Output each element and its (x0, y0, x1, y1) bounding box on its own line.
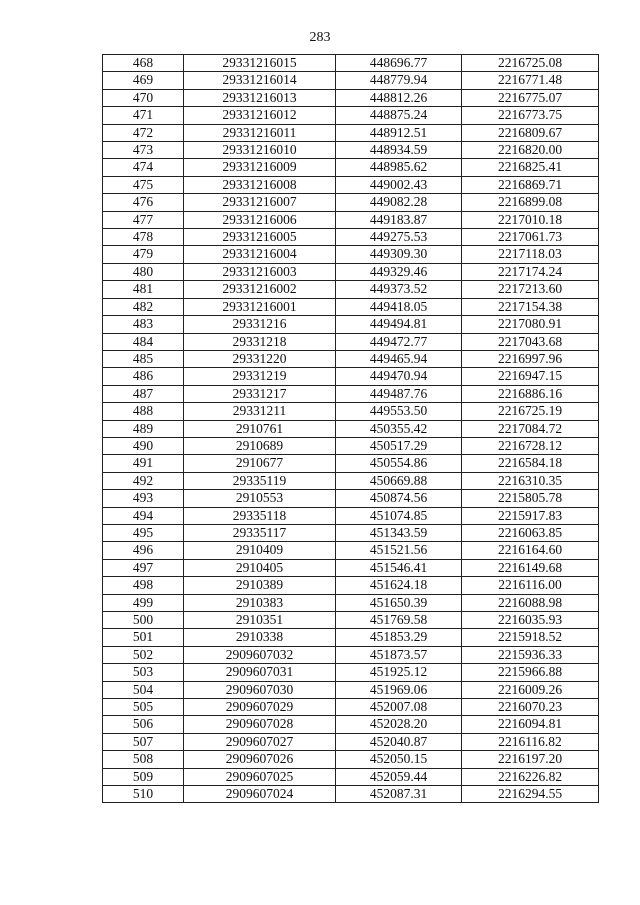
point-id-cell: 29331219 (184, 368, 336, 385)
table-row (103, 559, 599, 576)
point-number-cell: 504 (103, 681, 184, 698)
x-coordinate-cell: 451650.39 (336, 594, 462, 611)
point-number-cell: 479 (103, 246, 184, 263)
table-row (103, 263, 599, 280)
point-id-cell: 2909607024 (184, 786, 336, 803)
point-number-cell: 507 (103, 733, 184, 750)
table-row (103, 612, 599, 629)
y-coordinate-cell: 2217061.73 (462, 229, 599, 246)
table-row (103, 629, 599, 646)
x-coordinate-cell: 450517.29 (336, 437, 462, 454)
point-number-cell: 500 (103, 612, 184, 629)
point-number-cell: 489 (103, 420, 184, 437)
y-coordinate-cell: 2217043.68 (462, 333, 599, 350)
x-coordinate-cell: 451769.58 (336, 612, 462, 629)
point-id-cell: 29331216011 (184, 124, 336, 141)
x-coordinate-cell: 451074.85 (336, 507, 462, 524)
table-row (103, 768, 599, 785)
table-row (103, 420, 599, 437)
table-row (103, 350, 599, 367)
point-id-cell: 29331220 (184, 350, 336, 367)
point-id-cell: 2910383 (184, 594, 336, 611)
y-coordinate-cell: 2216899.08 (462, 194, 599, 211)
table-row (103, 72, 599, 89)
point-id-cell: 29331216012 (184, 107, 336, 124)
y-coordinate-cell: 2216869.71 (462, 176, 599, 193)
point-id-cell: 29331211 (184, 403, 336, 420)
point-number-cell: 472 (103, 124, 184, 141)
y-coordinate-cell: 2216088.98 (462, 594, 599, 611)
point-id-cell: 29331216013 (184, 89, 336, 106)
x-coordinate-cell: 451873.57 (336, 646, 462, 663)
y-coordinate-cell: 2216116.00 (462, 577, 599, 594)
table-row (103, 333, 599, 350)
y-coordinate-cell: 2216825.41 (462, 159, 599, 176)
coordinates-table-body (103, 55, 599, 803)
x-coordinate-cell: 448985.62 (336, 159, 462, 176)
point-number-cell: 485 (103, 350, 184, 367)
y-coordinate-cell: 2216725.08 (462, 55, 599, 72)
point-number-cell: 481 (103, 281, 184, 298)
point-number-cell: 484 (103, 333, 184, 350)
y-coordinate-cell: 2216771.48 (462, 72, 599, 89)
x-coordinate-cell: 449553.50 (336, 403, 462, 420)
y-coordinate-cell: 2216035.93 (462, 612, 599, 629)
point-id-cell: 2909607025 (184, 768, 336, 785)
x-coordinate-cell: 451853.29 (336, 629, 462, 646)
y-coordinate-cell: 2216773.75 (462, 107, 599, 124)
y-coordinate-cell: 2215918.52 (462, 629, 599, 646)
y-coordinate-cell: 2216197.20 (462, 751, 599, 768)
table-row (103, 124, 599, 141)
x-coordinate-cell: 449309.30 (336, 246, 462, 263)
x-coordinate-cell: 449470.94 (336, 368, 462, 385)
y-coordinate-cell: 2217118.03 (462, 246, 599, 263)
table-row (103, 281, 599, 298)
x-coordinate-cell: 448812.26 (336, 89, 462, 106)
point-id-cell: 29331216014 (184, 72, 336, 89)
point-number-cell: 495 (103, 524, 184, 541)
x-coordinate-cell: 451546.41 (336, 559, 462, 576)
y-coordinate-cell: 2217154.38 (462, 298, 599, 315)
y-coordinate-cell: 2216094.81 (462, 716, 599, 733)
x-coordinate-cell: 451925.12 (336, 664, 462, 681)
point-number-cell: 509 (103, 768, 184, 785)
x-coordinate-cell: 449275.53 (336, 229, 462, 246)
x-coordinate-cell: 451521.56 (336, 542, 462, 559)
x-coordinate-cell: 449472.77 (336, 333, 462, 350)
point-number-cell: 486 (103, 368, 184, 385)
x-coordinate-cell: 452050.15 (336, 751, 462, 768)
x-coordinate-cell: 448875.24 (336, 107, 462, 124)
x-coordinate-cell: 449418.05 (336, 298, 462, 315)
point-id-cell: 29331216010 (184, 142, 336, 159)
point-number-cell: 502 (103, 646, 184, 663)
point-number-cell: 468 (103, 55, 184, 72)
y-coordinate-cell: 2215805.78 (462, 490, 599, 507)
x-coordinate-cell: 448696.77 (336, 55, 462, 72)
x-coordinate-cell: 451969.06 (336, 681, 462, 698)
point-id-cell: 29331216001 (184, 298, 336, 315)
y-coordinate-cell: 2215936.33 (462, 646, 599, 663)
y-coordinate-cell: 2216584.18 (462, 455, 599, 472)
y-coordinate-cell: 2216886.16 (462, 385, 599, 402)
table-row (103, 159, 599, 176)
point-id-cell: 2910338 (184, 629, 336, 646)
table-row (103, 664, 599, 681)
table-row (103, 437, 599, 454)
x-coordinate-cell: 452007.08 (336, 699, 462, 716)
coordinates-table (102, 54, 599, 803)
y-coordinate-cell: 2217213.60 (462, 281, 599, 298)
table-row (103, 507, 599, 524)
y-coordinate-cell: 2216310.35 (462, 472, 599, 489)
x-coordinate-cell: 449082.28 (336, 194, 462, 211)
point-id-cell: 29331216003 (184, 263, 336, 280)
point-number-cell: 490 (103, 437, 184, 454)
y-coordinate-cell: 2216820.00 (462, 142, 599, 159)
table-row (103, 594, 599, 611)
point-id-cell: 2909607027 (184, 733, 336, 750)
table-row (103, 716, 599, 733)
point-id-cell: 29331216009 (184, 159, 336, 176)
x-coordinate-cell: 448912.51 (336, 124, 462, 141)
point-id-cell: 2910351 (184, 612, 336, 629)
table-row (103, 298, 599, 315)
table-row (103, 786, 599, 803)
point-id-cell: 2909607029 (184, 699, 336, 716)
point-id-cell: 2909607031 (184, 664, 336, 681)
x-coordinate-cell: 449329.46 (336, 263, 462, 280)
x-coordinate-cell: 452040.87 (336, 733, 462, 750)
point-id-cell: 2909607026 (184, 751, 336, 768)
y-coordinate-cell: 2216149.68 (462, 559, 599, 576)
y-coordinate-cell: 2217174.24 (462, 263, 599, 280)
point-id-cell: 29335118 (184, 507, 336, 524)
table-row (103, 142, 599, 159)
table-row (103, 524, 599, 541)
table-row (103, 316, 599, 333)
point-id-cell: 2910405 (184, 559, 336, 576)
table-row (103, 89, 599, 106)
point-id-cell: 29331216 (184, 316, 336, 333)
x-coordinate-cell: 452059.44 (336, 768, 462, 785)
x-coordinate-cell: 449373.52 (336, 281, 462, 298)
point-number-cell: 510 (103, 786, 184, 803)
point-number-cell: 469 (103, 72, 184, 89)
table-row (103, 229, 599, 246)
point-id-cell: 29335119 (184, 472, 336, 489)
point-number-cell: 473 (103, 142, 184, 159)
x-coordinate-cell: 451624.18 (336, 577, 462, 594)
point-number-cell: 474 (103, 159, 184, 176)
table-row (103, 681, 599, 698)
point-number-cell: 480 (103, 263, 184, 280)
y-coordinate-cell: 2216294.55 (462, 786, 599, 803)
y-coordinate-cell: 2217010.18 (462, 211, 599, 228)
table-row (103, 194, 599, 211)
x-coordinate-cell: 450669.88 (336, 472, 462, 489)
x-coordinate-cell: 450554.86 (336, 455, 462, 472)
point-id-cell: 2910389 (184, 577, 336, 594)
point-id-cell: 2910553 (184, 490, 336, 507)
point-id-cell: 2910409 (184, 542, 336, 559)
point-id-cell: 29331216005 (184, 229, 336, 246)
point-number-cell: 508 (103, 751, 184, 768)
point-number-cell: 503 (103, 664, 184, 681)
point-id-cell: 29331216007 (184, 194, 336, 211)
point-number-cell: 478 (103, 229, 184, 246)
point-id-cell: 29331216006 (184, 211, 336, 228)
point-id-cell: 29331216015 (184, 55, 336, 72)
table-row (103, 542, 599, 559)
table-row (103, 176, 599, 193)
table-row (103, 751, 599, 768)
point-id-cell: 2910761 (184, 420, 336, 437)
point-id-cell: 29331216002 (184, 281, 336, 298)
point-number-cell: 487 (103, 385, 184, 402)
table-row (103, 385, 599, 402)
point-number-cell: 476 (103, 194, 184, 211)
table-row (103, 577, 599, 594)
table-row (103, 107, 599, 124)
y-coordinate-cell: 2216997.96 (462, 350, 599, 367)
point-number-cell: 505 (103, 699, 184, 716)
x-coordinate-cell: 452087.31 (336, 786, 462, 803)
y-coordinate-cell: 2216947.15 (462, 368, 599, 385)
y-coordinate-cell: 2216728.12 (462, 437, 599, 454)
table-row (103, 211, 599, 228)
point-number-cell: 496 (103, 542, 184, 559)
point-number-cell: 493 (103, 490, 184, 507)
point-number-cell: 497 (103, 559, 184, 576)
table-row (103, 55, 599, 72)
point-number-cell: 492 (103, 472, 184, 489)
point-number-cell: 506 (103, 716, 184, 733)
x-coordinate-cell: 450874.56 (336, 490, 462, 507)
point-number-cell: 483 (103, 316, 184, 333)
x-coordinate-cell: 449494.81 (336, 316, 462, 333)
point-id-cell: 2909607030 (184, 681, 336, 698)
y-coordinate-cell: 2216009.26 (462, 681, 599, 698)
point-id-cell: 2910689 (184, 437, 336, 454)
point-id-cell: 29335117 (184, 524, 336, 541)
table-row (103, 455, 599, 472)
table-row (103, 646, 599, 663)
y-coordinate-cell: 2216063.85 (462, 524, 599, 541)
y-coordinate-cell: 2217080.91 (462, 316, 599, 333)
x-coordinate-cell: 448934.59 (336, 142, 462, 159)
point-number-cell: 488 (103, 403, 184, 420)
page-number: 283 (309, 30, 331, 45)
table-row (103, 246, 599, 263)
table-row (103, 368, 599, 385)
point-number-cell: 499 (103, 594, 184, 611)
x-coordinate-cell: 450355.42 (336, 420, 462, 437)
table-row (103, 699, 599, 716)
point-id-cell: 2909607032 (184, 646, 336, 663)
y-coordinate-cell: 2215917.83 (462, 507, 599, 524)
point-id-cell: 2909607028 (184, 716, 336, 733)
x-coordinate-cell: 449487.76 (336, 385, 462, 402)
x-coordinate-cell: 451343.59 (336, 524, 462, 541)
point-id-cell: 2910677 (184, 455, 336, 472)
x-coordinate-cell: 449465.94 (336, 350, 462, 367)
point-id-cell: 29331216004 (184, 246, 336, 263)
table-row (103, 403, 599, 420)
table-row (103, 490, 599, 507)
y-coordinate-cell: 2216775.07 (462, 89, 599, 106)
y-coordinate-cell: 2216226.82 (462, 768, 599, 785)
y-coordinate-cell: 2216809.67 (462, 124, 599, 141)
y-coordinate-cell: 2216070.23 (462, 699, 599, 716)
y-coordinate-cell: 2217084.72 (462, 420, 599, 437)
x-coordinate-cell: 452028.20 (336, 716, 462, 733)
point-number-cell: 475 (103, 176, 184, 193)
point-number-cell: 470 (103, 89, 184, 106)
point-id-cell: 29331216008 (184, 176, 336, 193)
point-number-cell: 491 (103, 455, 184, 472)
y-coordinate-cell: 2216116.82 (462, 733, 599, 750)
x-coordinate-cell: 448779.94 (336, 72, 462, 89)
point-number-cell: 482 (103, 298, 184, 315)
point-id-cell: 29331217 (184, 385, 336, 402)
point-number-cell: 494 (103, 507, 184, 524)
y-coordinate-cell: 2216164.60 (462, 542, 599, 559)
y-coordinate-cell: 2216725.19 (462, 403, 599, 420)
x-coordinate-cell: 449002.43 (336, 176, 462, 193)
point-number-cell: 501 (103, 629, 184, 646)
table-row (103, 472, 599, 489)
point-id-cell: 29331218 (184, 333, 336, 350)
y-coordinate-cell: 2215966.88 (462, 664, 599, 681)
x-coordinate-cell: 449183.87 (336, 211, 462, 228)
point-number-cell: 498 (103, 577, 184, 594)
table-row (103, 733, 599, 750)
point-number-cell: 477 (103, 211, 184, 228)
point-number-cell: 471 (103, 107, 184, 124)
